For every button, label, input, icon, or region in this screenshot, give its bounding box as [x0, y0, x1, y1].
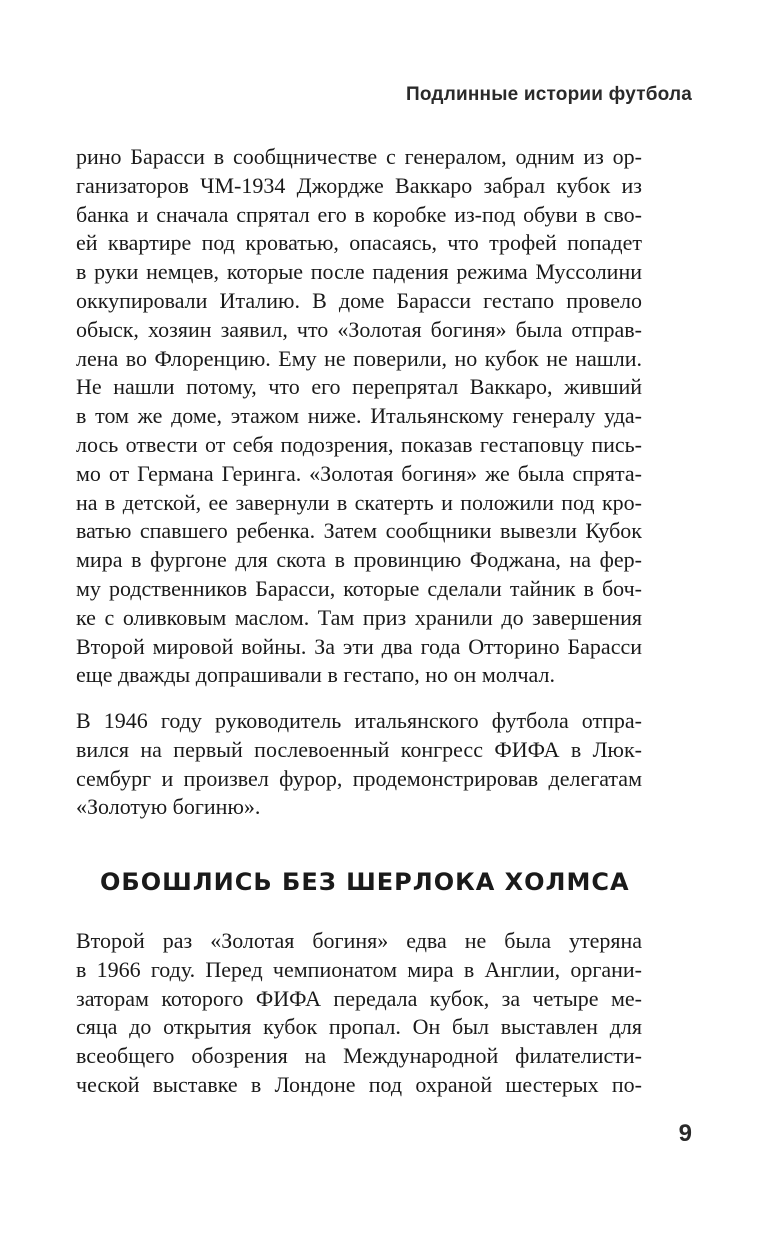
text-line: ческой выставке в Лондоне под охраной шестерых по- [76, 1071, 642, 1097]
text-line: ей квартире под кроватью, опасаясь, что трофей попадет [76, 230, 642, 256]
text-line: всеобщего обозрения на Международной филателисти- [76, 1043, 642, 1069]
page-number: 9 [678, 1120, 692, 1147]
text-line: ке с оливковым маслом. Там приз хранили до завершения [76, 604, 642, 630]
text-line: заторам которого ФИФА передала кубок, за четыре ме- [76, 985, 642, 1011]
text-line: еще дважды допрашивали в гестапо, но он молчал. [76, 662, 555, 688]
text-line: банка и сначала спрятал его в коробке из-под обуви в сво- [76, 201, 642, 227]
text-line: сяца до открытия кубок пропал. Он был выставлен для [76, 1014, 642, 1040]
text-line: мо от Германа Геринга. «Золотая богиня» же была спрята- [76, 460, 642, 486]
text-line: ватью спавшего ребенка. Затем сообщники вывезли Кубок [76, 518, 642, 544]
paragraph-3 [76, 927, 642, 1100]
text-line: лена во Флоренцию. Ему не поверили, но кубок не нашли. [76, 345, 642, 371]
running-title: Подлинные истории футбола [406, 84, 692, 105]
text-line: мира в фургоне для скота в провинцию Фоджана, на фер- [76, 547, 642, 573]
text-line: вился на первый послевоенный конгресс ФИФА в Люк- [76, 736, 642, 762]
text-line: сембург и произвел фурор, продемонстрировав делегатам [76, 765, 642, 791]
paragraph-2 [76, 707, 642, 822]
text-line: в руки немцев, которые после падения режима Муссолини [76, 259, 642, 285]
section-heading: ОБОШЛИСЬ БЕЗ ШЕРЛОКА ХОЛМСА [100, 868, 630, 896]
text-line: рино Барасси в сообщничестве с генералом, одним из ор- [76, 144, 642, 169]
text-line: на в детской, ее завернули в скатерть и положили под кро- [76, 489, 642, 515]
text-line: Второй мировой войны. За эти два года Отторино Барасси [76, 633, 642, 659]
text-line: оккупировали Италию. В доме Барасси гестапо провело [76, 287, 642, 313]
text-line: «Золотую богиню». [76, 794, 261, 820]
text-line: обыск, хозяин заявил, что «Золотая богиня» была отправ- [76, 316, 642, 342]
text-line: в том же доме, этажом ниже. Итальянскому генералу уда- [76, 403, 642, 429]
text-line: В 1946 году руководитель итальянского футбола отпра- [76, 708, 642, 733]
paragraph-1 [76, 143, 642, 690]
text-line: му родственников Барасси, которые сделали тайник в боч- [76, 575, 642, 601]
text-line: Не нашли потому, что его перепрятал Ваккаро, живший [76, 374, 642, 400]
text-line: лось отвести от себя подозрения, показав гестаповцу пись- [76, 431, 642, 457]
text-line: Второй раз «Золотая богиня» едва не была утеряна [76, 928, 642, 953]
text-line: в 1966 году. Перед чемпионатом мира в Англии, органи- [76, 956, 642, 982]
text-line: ганизаторов ЧМ-1934 Джордже Ваккаро забрал кубок из [76, 172, 642, 198]
